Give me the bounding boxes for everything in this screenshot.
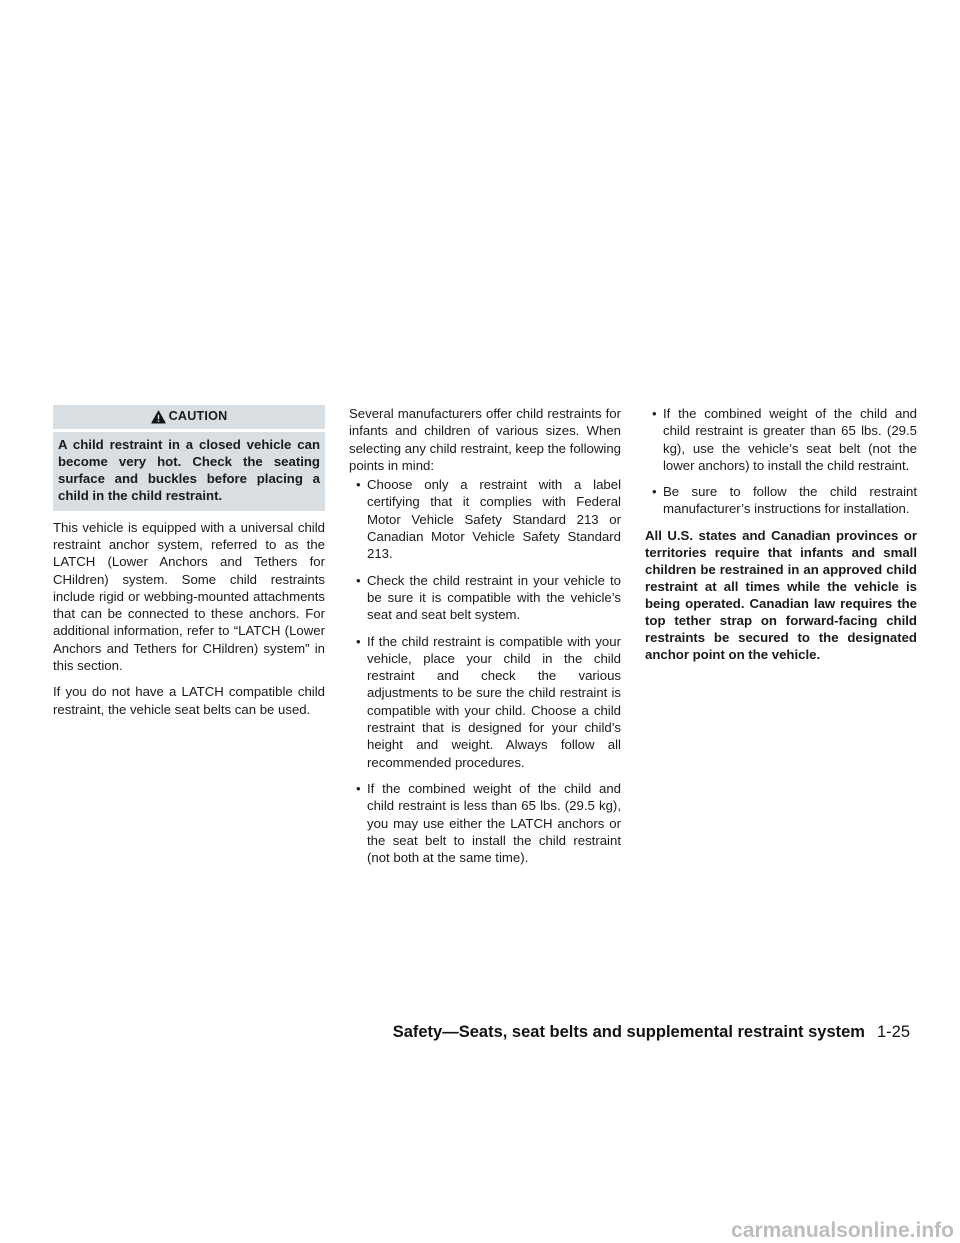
caution-box — [53, 405, 325, 511]
list-item: • Choose only a restraint with a label certifying that it complies with Federal Motor Vehicle Safety Standard 213 or Canadian Motor Vehicle Safety Standard 213. — [349, 476, 621, 562]
paragraph-no-latch: If you do not have a LATCH compatible child restraint, the vehicle seat belts can be used. — [53, 684, 325, 717]
warning-triangle-icon — [151, 410, 166, 424]
section-title: Safety—Seats, seat belts and supplemental restraint system — [392, 1023, 865, 1041]
list-item: • Check the child restraint in your vehicle to be sure it is compatible with the vehicle’s seat and seat belt system. — [349, 572, 621, 624]
caution-text: A child restraint in a closed vehicle can become very hot. Check the seating surface and buckles before placing a child in the child restraint. — [58, 437, 320, 503]
paragraph-latch-intro: This vehicle is equipped with a universal child restraint anchor system, referred to as the LATCH (Lower Anchors and Tethers for CHildren) system. Some child restraints include rigid or webbing-mounted attachments that can be connected to these anchors. For additional information, refer to “LATCH (Lower Anchors and Tethers for CHildren) system” in this section. — [53, 519, 325, 673]
list-item: • If the combined weight of the child and child restraint is greater than 65 lbs. (29.5 kg), use the vehicle’s seat belt (not the lower anchors) to install the child restraint. — [645, 405, 917, 474]
selection-points-list-continued — [645, 405, 917, 518]
list-item: • If the combined weight of the child and child restraint is less than 65 lbs. (29.5 kg), you may use either the LATCH anchors or the seat belt to install the child restraint (not both at the same time). — [349, 780, 621, 866]
selection-points-list — [349, 476, 621, 866]
list-item: • If the child restraint is compatible with your vehicle, place your child in the child restraint and check the various adjustments to be sure the child restraint is compatible with your child. Choose a child restraint that is designed for your child’s height and weight. Always follow all recommended procedures. — [349, 633, 621, 771]
caution-header — [53, 405, 325, 429]
column-3 — [645, 405, 917, 672]
list-item: • Be sure to follow the child restraint manufacturer’s instructions for installation. — [645, 483, 917, 518]
page-footer — [393, 1023, 910, 1042]
column-2 — [349, 405, 621, 875]
watermark-bar — [0, 1217, 960, 1242]
column-1 — [53, 405, 325, 727]
watermark-text: carmanualsonline.info — [731, 1219, 954, 1242]
paragraph-legal-requirement: All U.S. states and Canadian provinces or territories require that infants and small children be restrained in an approved child restraint at all times while the vehicle is being operated. Canadian law requires the top tether strap on forward-facing child restraints be secured to the designated anchor point on the vehicle. — [645, 527, 917, 662]
page-number: 1-25 — [876, 1023, 910, 1041]
caution-heading: CAUTION — [168, 409, 228, 424]
paragraph-manufacturers: Several manufacturers offer child restraints for infants and children of various sizes. When selecting any child restraint, keep the following points in mind: — [349, 406, 621, 473]
